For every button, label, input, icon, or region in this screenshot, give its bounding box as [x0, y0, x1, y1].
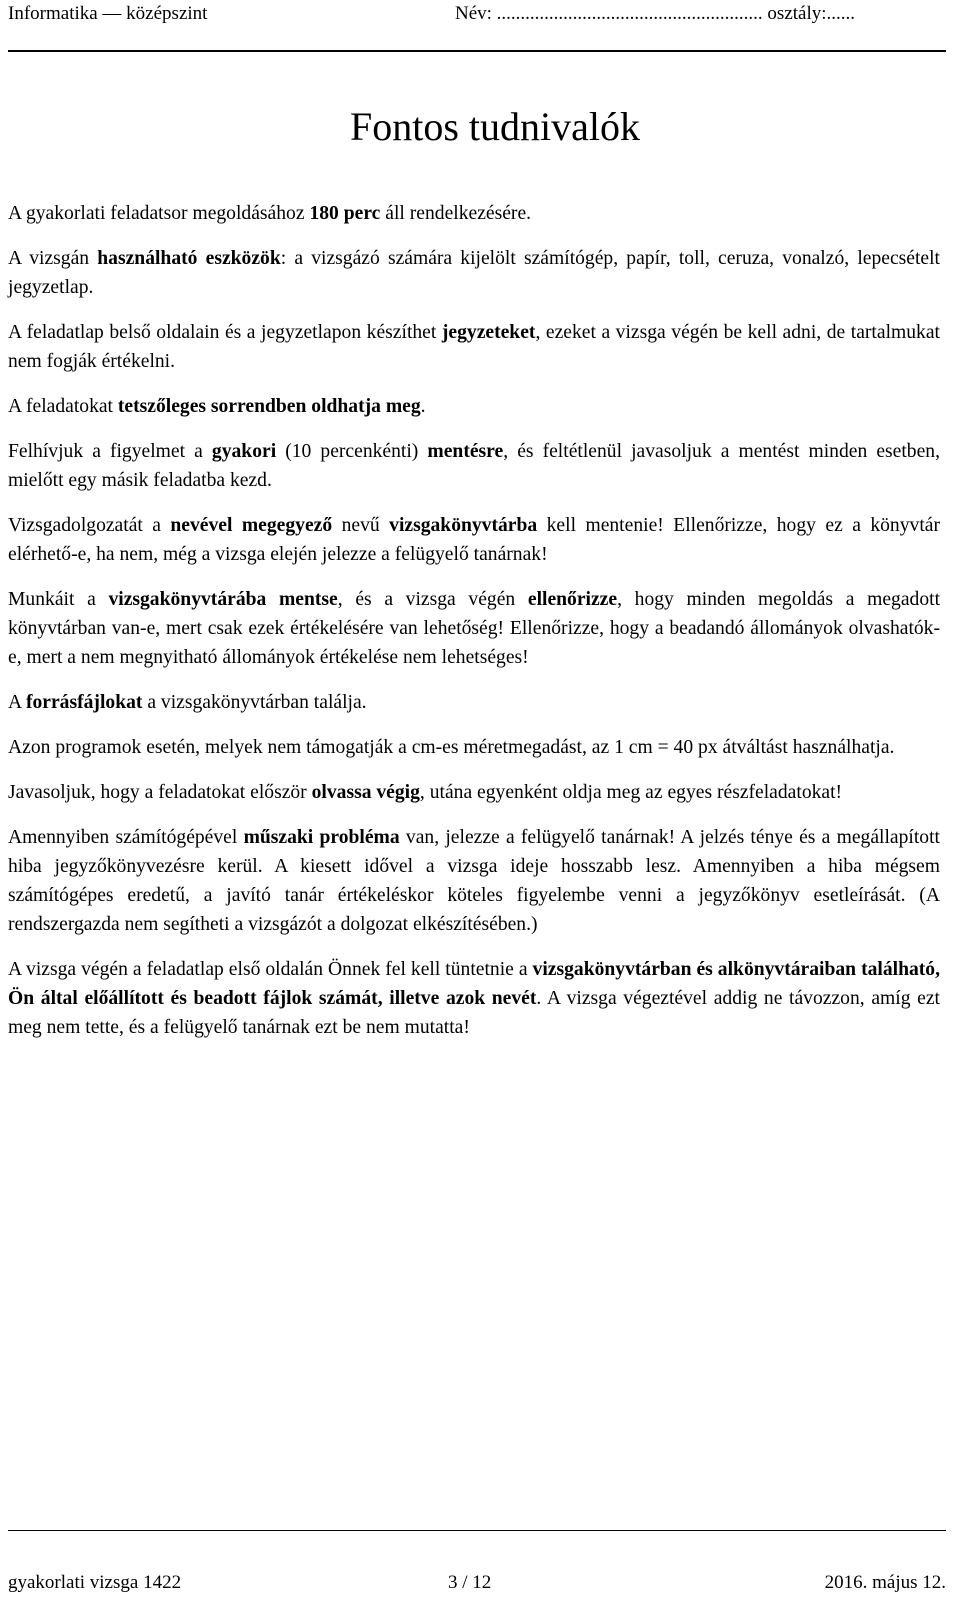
- exam-date: 2016. május 12.: [824, 1572, 946, 1593]
- paragraph-text: A gyakorlati feladatsor megoldásához: [8, 203, 310, 224]
- paragraph-text: kell mentenie! Ellenőrizze, hogy ez a könyvtár elérhető-e, ha nem, még a vizsga elején jelezze a felügyelő tanárnak!: [8, 515, 940, 565]
- emphasis-text: olvassa végig: [311, 782, 420, 803]
- emphasis-text: forrásfájlokat: [25, 692, 143, 713]
- paragraph-text: áll rendelkezésére.: [380, 203, 532, 224]
- emphasis-text: nevével megegyező: [170, 515, 333, 536]
- instruction-paragraph: [8, 733, 940, 762]
- page-header: [8, 0, 946, 52]
- emphasis-text: vizsgakönyvtárban és alkönyvtáraiban található, Ön által előállított és beadott fájlok számát, illetve azok nevét: [8, 959, 940, 1009]
- footer-divider: [8, 1530, 946, 1531]
- emphasis-text: ellenőrizze: [527, 589, 618, 610]
- paragraph-text: Javasoljuk, hogy a feladatokat először: [8, 782, 312, 803]
- name-class-field: Név: ........................................................ osztály:......: [455, 3, 856, 24]
- exam-code: gyakorlati vizsga 1422: [8, 1572, 182, 1593]
- paragraph-text: , és a vizsga végén: [337, 589, 528, 610]
- page-title: Fontos tudnivalók: [349, 104, 641, 149]
- instruction-paragraph: [8, 437, 940, 495]
- instruction-paragraph: [8, 318, 940, 376]
- instruction-paragraph: [8, 778, 940, 807]
- emphasis-text: tetszőleges sorrendben oldhatja meg: [117, 396, 421, 417]
- paragraph-text: nevű: [332, 515, 390, 536]
- paragraph-text: a vizsgakönyvtárban találja.: [142, 692, 367, 713]
- paragraph-text: Munkáit a: [8, 589, 109, 610]
- instruction-paragraph: [8, 511, 940, 569]
- paragraph-text: , hogy minden megoldás a megadott könyvtárban van-e, mert csak ezek értékelésére van lehetőség! Ellenőrizze, hogy a beadandó állományok olvashatók-e, mert a nem megnyitható állományok értékelése nem lehetséges!: [8, 589, 941, 668]
- emphasis-text: 180 perc: [309, 203, 381, 224]
- paragraph-text: A vizsgán: [8, 248, 98, 269]
- paragraph-text: Vizsgadolgozatát a: [8, 515, 171, 536]
- instruction-paragraph: [8, 688, 940, 717]
- emphasis-text: jegyzeteket: [441, 322, 536, 343]
- emphasis-text: műszaki probléma: [243, 827, 400, 848]
- instruction-paragraph: [8, 199, 940, 228]
- page-number: 3 / 12: [448, 1572, 492, 1593]
- paragraph-text: A: [8, 692, 26, 713]
- paragraph-text: Azon programok esetén, melyek nem támogatják a cm-es méretmegadást, az 1 cm = 40 px átváltást használhatja.: [8, 737, 895, 758]
- paragraph-text: .: [420, 396, 426, 417]
- instruction-paragraph: [8, 823, 940, 939]
- instructions: [8, 199, 940, 1058]
- paragraph-text: A vizsga végén a feladatlap első oldalán Önnek fel kell tüntetnie a: [8, 959, 533, 980]
- paragraph-text: van, jelezze a felügyelő tanárnak! A jelzés ténye és a megállapított hiba jegyzőkönyvezésre kerül. A kiesett idővel a vizsga ideje hosszabb lesz. Amennyiben a hiba mégsem számítógépes eredetű, a javító tanár értékeléskor köteles figyelembe venni a jegyzőkönyv esetleírását. (A rendszergazda nem segítheti a vizsgázót a dolgozat elkészítésében.): [8, 827, 940, 935]
- paragraph-text: , utána egyenként oldja meg az egyes részfeladatokat!: [419, 782, 843, 803]
- instruction-paragraph: [8, 585, 940, 672]
- paragraph-text: Felhívjuk a figyelmet a: [8, 441, 212, 462]
- instruction-paragraph: [8, 955, 940, 1042]
- emphasis-text: gyakori: [211, 441, 277, 462]
- paragraph-text: A feladatokat: [8, 396, 118, 417]
- paragraph-text: , és feltétlenül javasoljuk a mentést minden esetben, mielőtt egy másik feladatba kezd.: [8, 441, 940, 491]
- emphasis-text: vizsgakönyvtárába mentse: [108, 589, 338, 610]
- subject-label: Informatika — középszint: [8, 3, 208, 24]
- instruction-paragraph: [8, 392, 940, 421]
- paragraph-text: Amennyiben számítógépével: [8, 827, 244, 848]
- emphasis-text: használható eszközök: [97, 248, 281, 269]
- paragraph-text: A feladatlap belső oldalain és a jegyzetlapon készíthet: [8, 322, 442, 343]
- paragraph-text: , ezeket a vizsga végén be kell adni, de tartalmukat nem fogják értékelni.: [8, 322, 940, 372]
- paragraph-text: . A vizsga végeztével addig ne távozzon, amíg ezt meg nem tette, és a felügyelő tanárnak ezt be nem mutatta!: [8, 988, 940, 1038]
- paragraph-text: (10 percenkénti): [276, 441, 428, 462]
- instruction-paragraph: [8, 244, 940, 302]
- emphasis-text: mentésre: [427, 441, 504, 462]
- emphasis-text: vizsgakönyvtárba: [389, 515, 538, 536]
- paragraph-text: : a vizsgázó számára kijelölt számítógép, papír, toll, ceruza, vonalzó, lepecsételt jegyzetlap.: [8, 248, 941, 298]
